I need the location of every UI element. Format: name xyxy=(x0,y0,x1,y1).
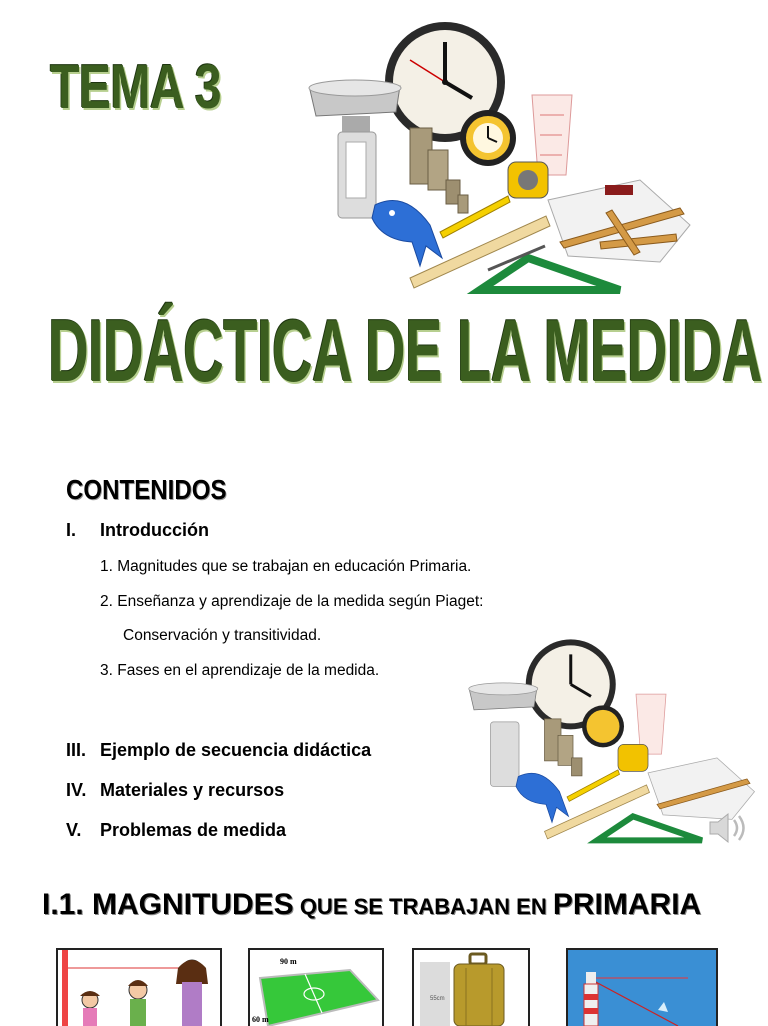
set-square-icon xyxy=(480,258,620,290)
item-label: Introducción xyxy=(100,520,209,540)
child-figure xyxy=(176,960,208,1026)
fish-icon xyxy=(372,201,442,267)
item-label: Problemas de medida xyxy=(100,820,287,840)
section-title-part: QUE SE TRABAJAN EN xyxy=(293,894,553,919)
item-label: Ejemplo de secuencia didáctica xyxy=(100,740,372,760)
subitem: Conservación y transitividad. xyxy=(123,627,322,644)
list-item xyxy=(66,820,286,841)
children-height-thumbnail xyxy=(56,948,222,1026)
measuring-tools-illustration xyxy=(300,20,700,295)
item-number: IV. xyxy=(66,780,87,800)
section-title xyxy=(42,888,701,922)
item-label: Materiales y recursos xyxy=(100,780,285,800)
subitem: 1. Magnitudes que se trabajan en educación Primaria. xyxy=(100,558,472,575)
section-title-part: PRIMARIA xyxy=(552,888,702,921)
section-title-part: I.1. MAGNITUDES xyxy=(42,888,294,921)
subitem: 3. Fases en el aprendizaje de la medida. xyxy=(100,662,380,679)
scale-icon xyxy=(309,80,401,218)
list-item xyxy=(66,780,284,801)
item-number: I. xyxy=(66,520,77,540)
child-figure xyxy=(80,991,100,1026)
tema-label: TEMA 3 xyxy=(50,53,221,122)
list-item xyxy=(66,520,209,541)
suitcase-thumbnail xyxy=(412,948,530,1026)
subitem: 2. Enseñanza y aprendizaje de la medida según Piaget: xyxy=(100,593,484,610)
item-number: III. xyxy=(66,740,87,760)
suitcase-size-label: 55cm xyxy=(430,996,445,1002)
list-item xyxy=(66,740,371,761)
field-width-label: 90 m xyxy=(280,957,297,966)
football-field-thumbnail xyxy=(248,948,384,1026)
field-length-label: 60 m xyxy=(252,1015,269,1024)
child-figure xyxy=(128,980,148,1026)
item-number: V. xyxy=(66,820,82,840)
alarm-clock-icon xyxy=(460,110,516,166)
lighthouse-thumbnail xyxy=(566,948,718,1026)
page-title: DIDÁCTICA DE LA MEDIDA xyxy=(48,301,762,400)
speaker-icon[interactable] xyxy=(706,808,752,848)
contents-heading: CONTENIDOS xyxy=(66,474,227,505)
